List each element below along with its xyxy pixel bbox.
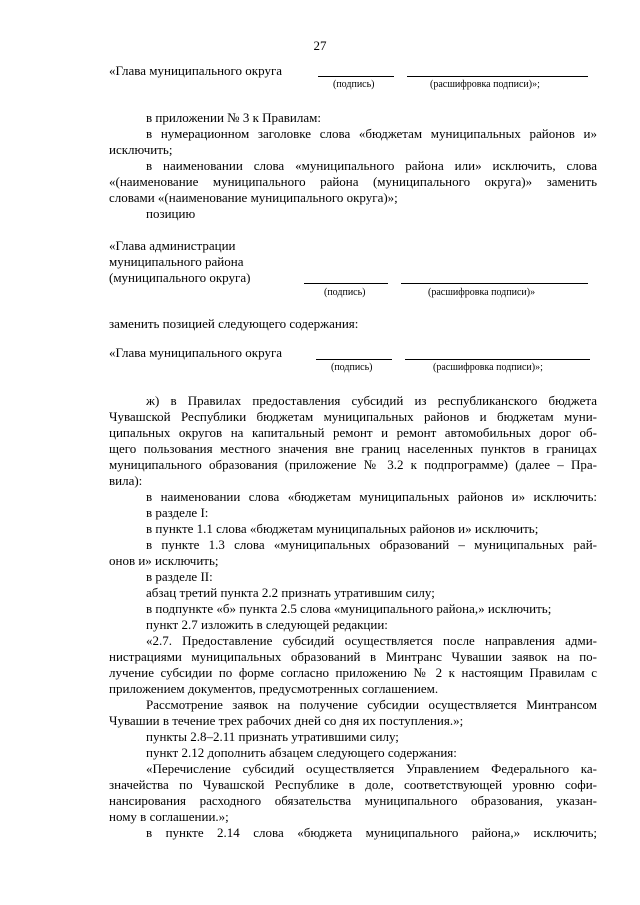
signature-title-line: (муниципального округа) (109, 270, 251, 285)
paragraph-line: муниципального образования (приложение № 3.2 к подпрограмме) (далее – Пра- (109, 457, 597, 472)
signature-title: «Глава муниципального округа (109, 63, 283, 78)
signature-title-line: «Глава администрации (109, 238, 236, 253)
paragraph-line: «2.7. Предоставление субсидий осуществляется после направления адми- (146, 633, 597, 648)
paragraph-line: ципальных округов на капитальный ремонт и ремонт автомобильных дорог об- (109, 425, 597, 440)
decryption-line (405, 359, 590, 360)
paragraph-line: позицию (146, 206, 196, 221)
paragraph-line: пункт 2.12 дополнить абзацем следующего содержания: (146, 745, 457, 760)
paragraph-line: пункты 2.8–2.11 признать утратившими силу; (146, 729, 399, 744)
paragraph-line: в приложении № 3 к Правилам: (146, 110, 321, 125)
paragraph-line: в пункте 1.1 слова «бюджетам муниципальных районов и» исключить; (146, 521, 539, 536)
paragraph-line: словами «(наименование муниципального округа)»; (109, 190, 398, 205)
decryption-line (401, 283, 588, 284)
paragraph-line: значейства по Чувашской Республике в доле, соответствующей уровню софи- (109, 777, 597, 792)
paragraph-line: нансирования расходного обязательства муниципального образования, указан- (109, 793, 597, 808)
paragraph-line: в пункте 2.14 слова «бюджета муниципального района,» исключить; (146, 825, 597, 840)
paragraph-line: в разделе II: (146, 569, 213, 584)
paragraph-line: «(наименование муниципального района (муниципального округа)» заменить (109, 174, 597, 189)
signature-caption: (подпись) (324, 287, 366, 298)
paragraph-line: «Перечисление субсидий осуществляется Управлением Федерального ка- (146, 761, 597, 776)
paragraph-line: вила): (109, 473, 143, 488)
paragraph-line: ж) в Правилах предоставления субсидий из республиканского бюджета (146, 393, 597, 408)
decryption-caption: (расшифровка подписи)»; (430, 79, 540, 90)
page-number: 27 (313, 38, 327, 53)
paragraph-line: в нумерационном заголовке слова «бюджетам муниципальных районов и» (146, 126, 597, 141)
paragraph-line: в наименовании слова «бюджетам муниципальных районов и» исключить: (146, 489, 597, 504)
paragraph-line: Рассмотрение заявок на получение субсидии осуществляется Минтрансом (146, 697, 597, 712)
paragraph-line: в разделе I: (146, 505, 209, 520)
paragraph-line: онов и» исключить; (109, 553, 219, 568)
paragraph-line: в подпункте «б» пункта 2.5 слова «муниципального района,» исключить; (146, 601, 552, 616)
signature-title-line: муниципального района (109, 254, 244, 269)
signature-line (316, 359, 392, 360)
paragraph-line: в пункте 1.3 слова «муниципальных образований – муниципальных рай- (146, 537, 597, 552)
replace-text: заменить позицией следующего содержания: (109, 316, 359, 331)
decryption-line (407, 76, 588, 77)
paragraph-line: ному в соглашении.»; (109, 809, 229, 824)
signature-caption: (подпись) (331, 362, 373, 373)
signature-title: «Глава муниципального округа (109, 345, 283, 360)
paragraph-line: пункт 2.7 изложить в следующей редакции: (146, 617, 388, 632)
paragraph-line: исключить; (109, 142, 173, 157)
paragraph-line: приложением документов, предусмотренных соглашением. (109, 681, 439, 696)
paragraph-line: абзац третий пункта 2.2 признать утратившим силу; (146, 585, 435, 600)
paragraph-line: Чувашской Республики бюджетам муниципальных районов и бюджетам муни- (109, 409, 597, 424)
paragraph-line: нистрациями муниципальных образований в Минтранс Чувашии заявок на по- (109, 649, 597, 664)
paragraph-line: щего пользования местного значения вне границ населенных пунктов в границах (109, 441, 597, 456)
paragraph-line: лучение субсидии по форме согласно приложению № 2 к настоящим Правилам с (109, 665, 597, 680)
decryption-caption: (расшифровка подписи)» (428, 287, 536, 298)
signature-line (304, 283, 388, 284)
decryption-caption: (расшифровка подписи)»; (433, 362, 543, 373)
paragraph-line: Чувашии в течение трех рабочих дней со дня их поступления.»; (109, 713, 464, 728)
signature-line (318, 76, 394, 77)
paragraph-line: в наименовании слова «муниципального района или» исключить, слова (146, 158, 597, 173)
signature-caption: (подпись) (333, 79, 375, 90)
